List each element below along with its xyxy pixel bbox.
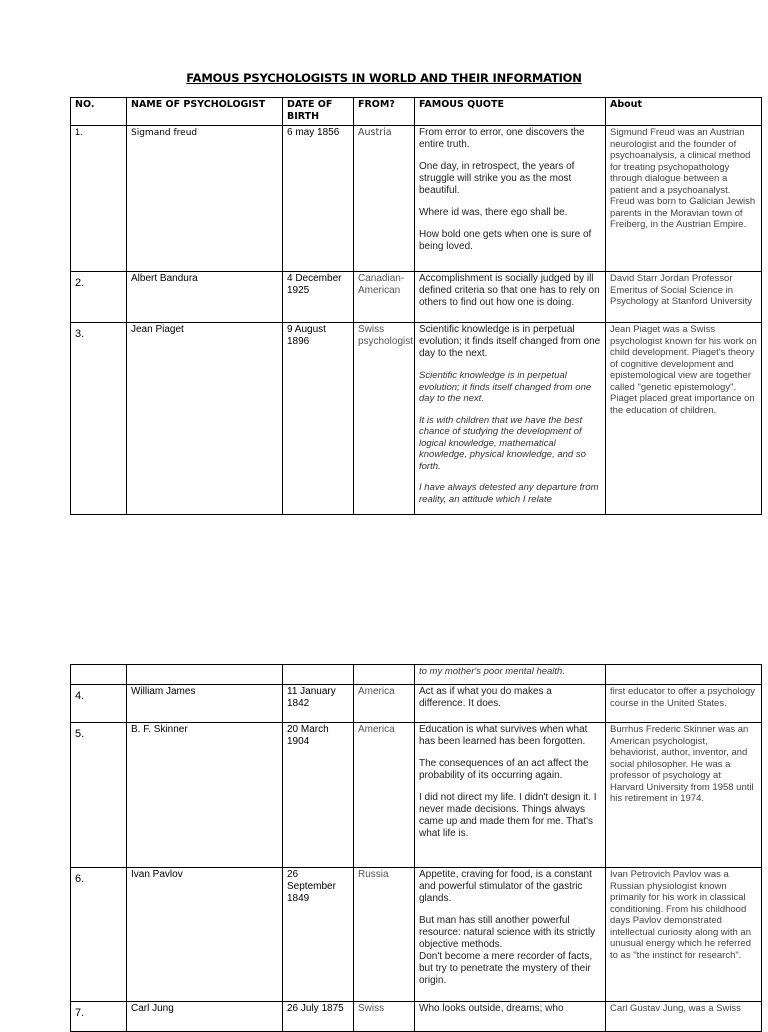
quote-text: From error to error, one discovers the entire truth. [419,127,585,150]
header-from: FROM? [354,98,415,126]
quote-text: to my mother's poor mental health. [419,666,565,677]
psychologist-name [127,665,283,685]
famous-quote-cell [415,685,606,723]
date-of-birth: 26 July 1875 [283,1002,354,1032]
quote-text: Act as if what you do makes a difference. It does. [419,686,552,709]
quote-text: I did not direct my life. I didn't design it. I never made decisions. Things always came up and made them for me. That's what life is. [419,792,597,839]
quote-text: Don't become a mere recorder of facts, but try to penetrate the mystery of their origin. [419,951,593,986]
table-header-row [71,98,762,126]
psychologist-name: William James [127,685,283,723]
date-of-birth: 26 September 1849 [283,868,354,1002]
table-row [71,126,762,272]
origin [354,665,415,685]
about-text: Sigmund Freud was an Austrian neurologist and the founder of psychoanalysis, a clinical method for treating psychopathology through dialogue between a patient and a psychoanalyst. Freud was born to Galician Jewish parents in the Moravian town of Freiberg, in the Austrian Empire. [606,126,762,272]
psychologists-table-page-1 [70,97,762,515]
psychologist-name: Ivan Pavlov [127,868,283,1002]
quote-text: Who looks outside, dreams; who [419,1003,564,1014]
quote-text: Scientific knowledge is in perpetual evolution; it finds itself changed from one day to the next. [419,324,601,359]
about-text [606,665,762,685]
quote-text: Accomplishment is socially judged by ill defined criteria so that one has to rely on others to find out how one is doing. [419,273,600,308]
psychologist-name: B. F. Skinner [127,723,283,868]
header-dob: DATE OF BIRTH [283,98,354,126]
date-of-birth [283,665,354,685]
date-of-birth: 9 August 1896 [283,323,354,515]
date-of-birth: 4 December 1925 [283,272,354,323]
table-row [71,1002,762,1032]
famous-quote-cell [415,323,606,515]
origin: Canadian-American [354,272,415,323]
famous-quote-cell [415,272,606,323]
table-row-continuation [71,665,762,685]
origin: America [354,685,415,723]
quote-text: But man has still another powerful resource: natural science with its strictly objective methods. [419,915,596,950]
about-text: Carl Gustav Jung, was a Swiss [606,1002,762,1032]
row-number: 4. [71,685,127,723]
about-text: Jean Piaget was a Swiss psychologist known for his work on child development. Piaget's theory of cognitive development and epistemological view are together called "genetic epistemology". Piaget placed great importance on the education of children. [606,323,762,515]
quote-text: Scientific knowledge is in perpetual evolution; it finds itself changed from one day to the next. [419,370,592,404]
row-number: 3. [71,323,127,515]
table-row [71,323,762,515]
row-number: 1. [71,126,127,272]
header-name: NAME OF PSYCHOLOGIST [127,98,283,126]
about-text: Ivan Petrovich Pavlov was a Russian physiologist known primarily for his work in classical conditioning. From his childhood days Pavlov demonstrated intellectual curiosity along with an unusual energy which he referred to as "the instinct for research". [606,868,762,1002]
quote-text: One day, in retrospect, the years of struggle will strike you as the most beautiful. [419,161,575,196]
table-row [71,272,762,323]
quote-text: Appetite, craving for food, is a constant and powerful stimulator of the gastric glands. [419,869,592,904]
origin: Swiss psychologist [354,323,415,515]
about-text: Burrhus Frederic Skinner was an American psychologist, behaviorist, author, inventor, and social philosopher. He was a professor of psychology at Harvard University from 1958 until his retirement in 1974. [606,723,762,868]
famous-quote-cell [415,126,606,272]
famous-quote-cell [415,868,606,1002]
famous-quote-cell [415,723,606,868]
date-of-birth: 6 may 1856 [283,126,354,272]
famous-quote-cell [415,665,606,685]
about-text: first educator to offer a psychology course in the United States. [606,685,762,723]
origin: Austria [354,126,415,272]
psychologist-name: Albert Bandura [127,272,283,323]
row-number: 6. [71,868,127,1002]
psychologist-name: Jean Piaget [127,323,283,515]
psychologist-name: Sigmand freud [127,126,283,272]
row-number [71,665,127,685]
date-of-birth: 20 March 1904 [283,723,354,868]
header-about: About [606,98,762,126]
quote-text: How bold one gets when one is sure of being loved. [419,229,592,252]
psychologist-name: Carl Jung [127,1002,283,1032]
origin: America [354,723,415,868]
quote-text: Education is what survives when what has been learned has been forgotten. [419,724,588,747]
quote-text: The consequences of an act affect the probability of its occurring again. [419,758,589,781]
row-number: 2. [71,272,127,323]
table-row [71,723,762,868]
famous-quote-cell [415,1002,606,1032]
row-number: 7. [71,1002,127,1032]
row-number: 5. [71,723,127,868]
quote-text: It is with children that we have the best chance of studying the development of logical knowledge, mathematical knowledge, physical knowledge, and so forth. [419,414,586,472]
table-row [71,868,762,1002]
header-no: NO. [71,98,127,126]
about-text: David Starr Jordan Professor Emeritus of Social Science in Psychology at Stanford University [606,272,762,323]
document-title: FAMOUS PSYCHOLOGISTS IN WORLD AND THEIR INFORMATION [186,71,582,85]
quote-text: Where id was, there ego shall be. [419,207,568,218]
psychologists-table-page-2 [70,664,762,1032]
origin: Russia [354,868,415,1002]
header-quote: FAMOUS QUOTE [415,98,606,126]
origin: Swiss [354,1002,415,1032]
table-row [71,685,762,723]
date-of-birth: 11 January 1842 [283,685,354,723]
quote-text: I have always detested any departure from reality, an attitude which I relate [419,482,599,505]
